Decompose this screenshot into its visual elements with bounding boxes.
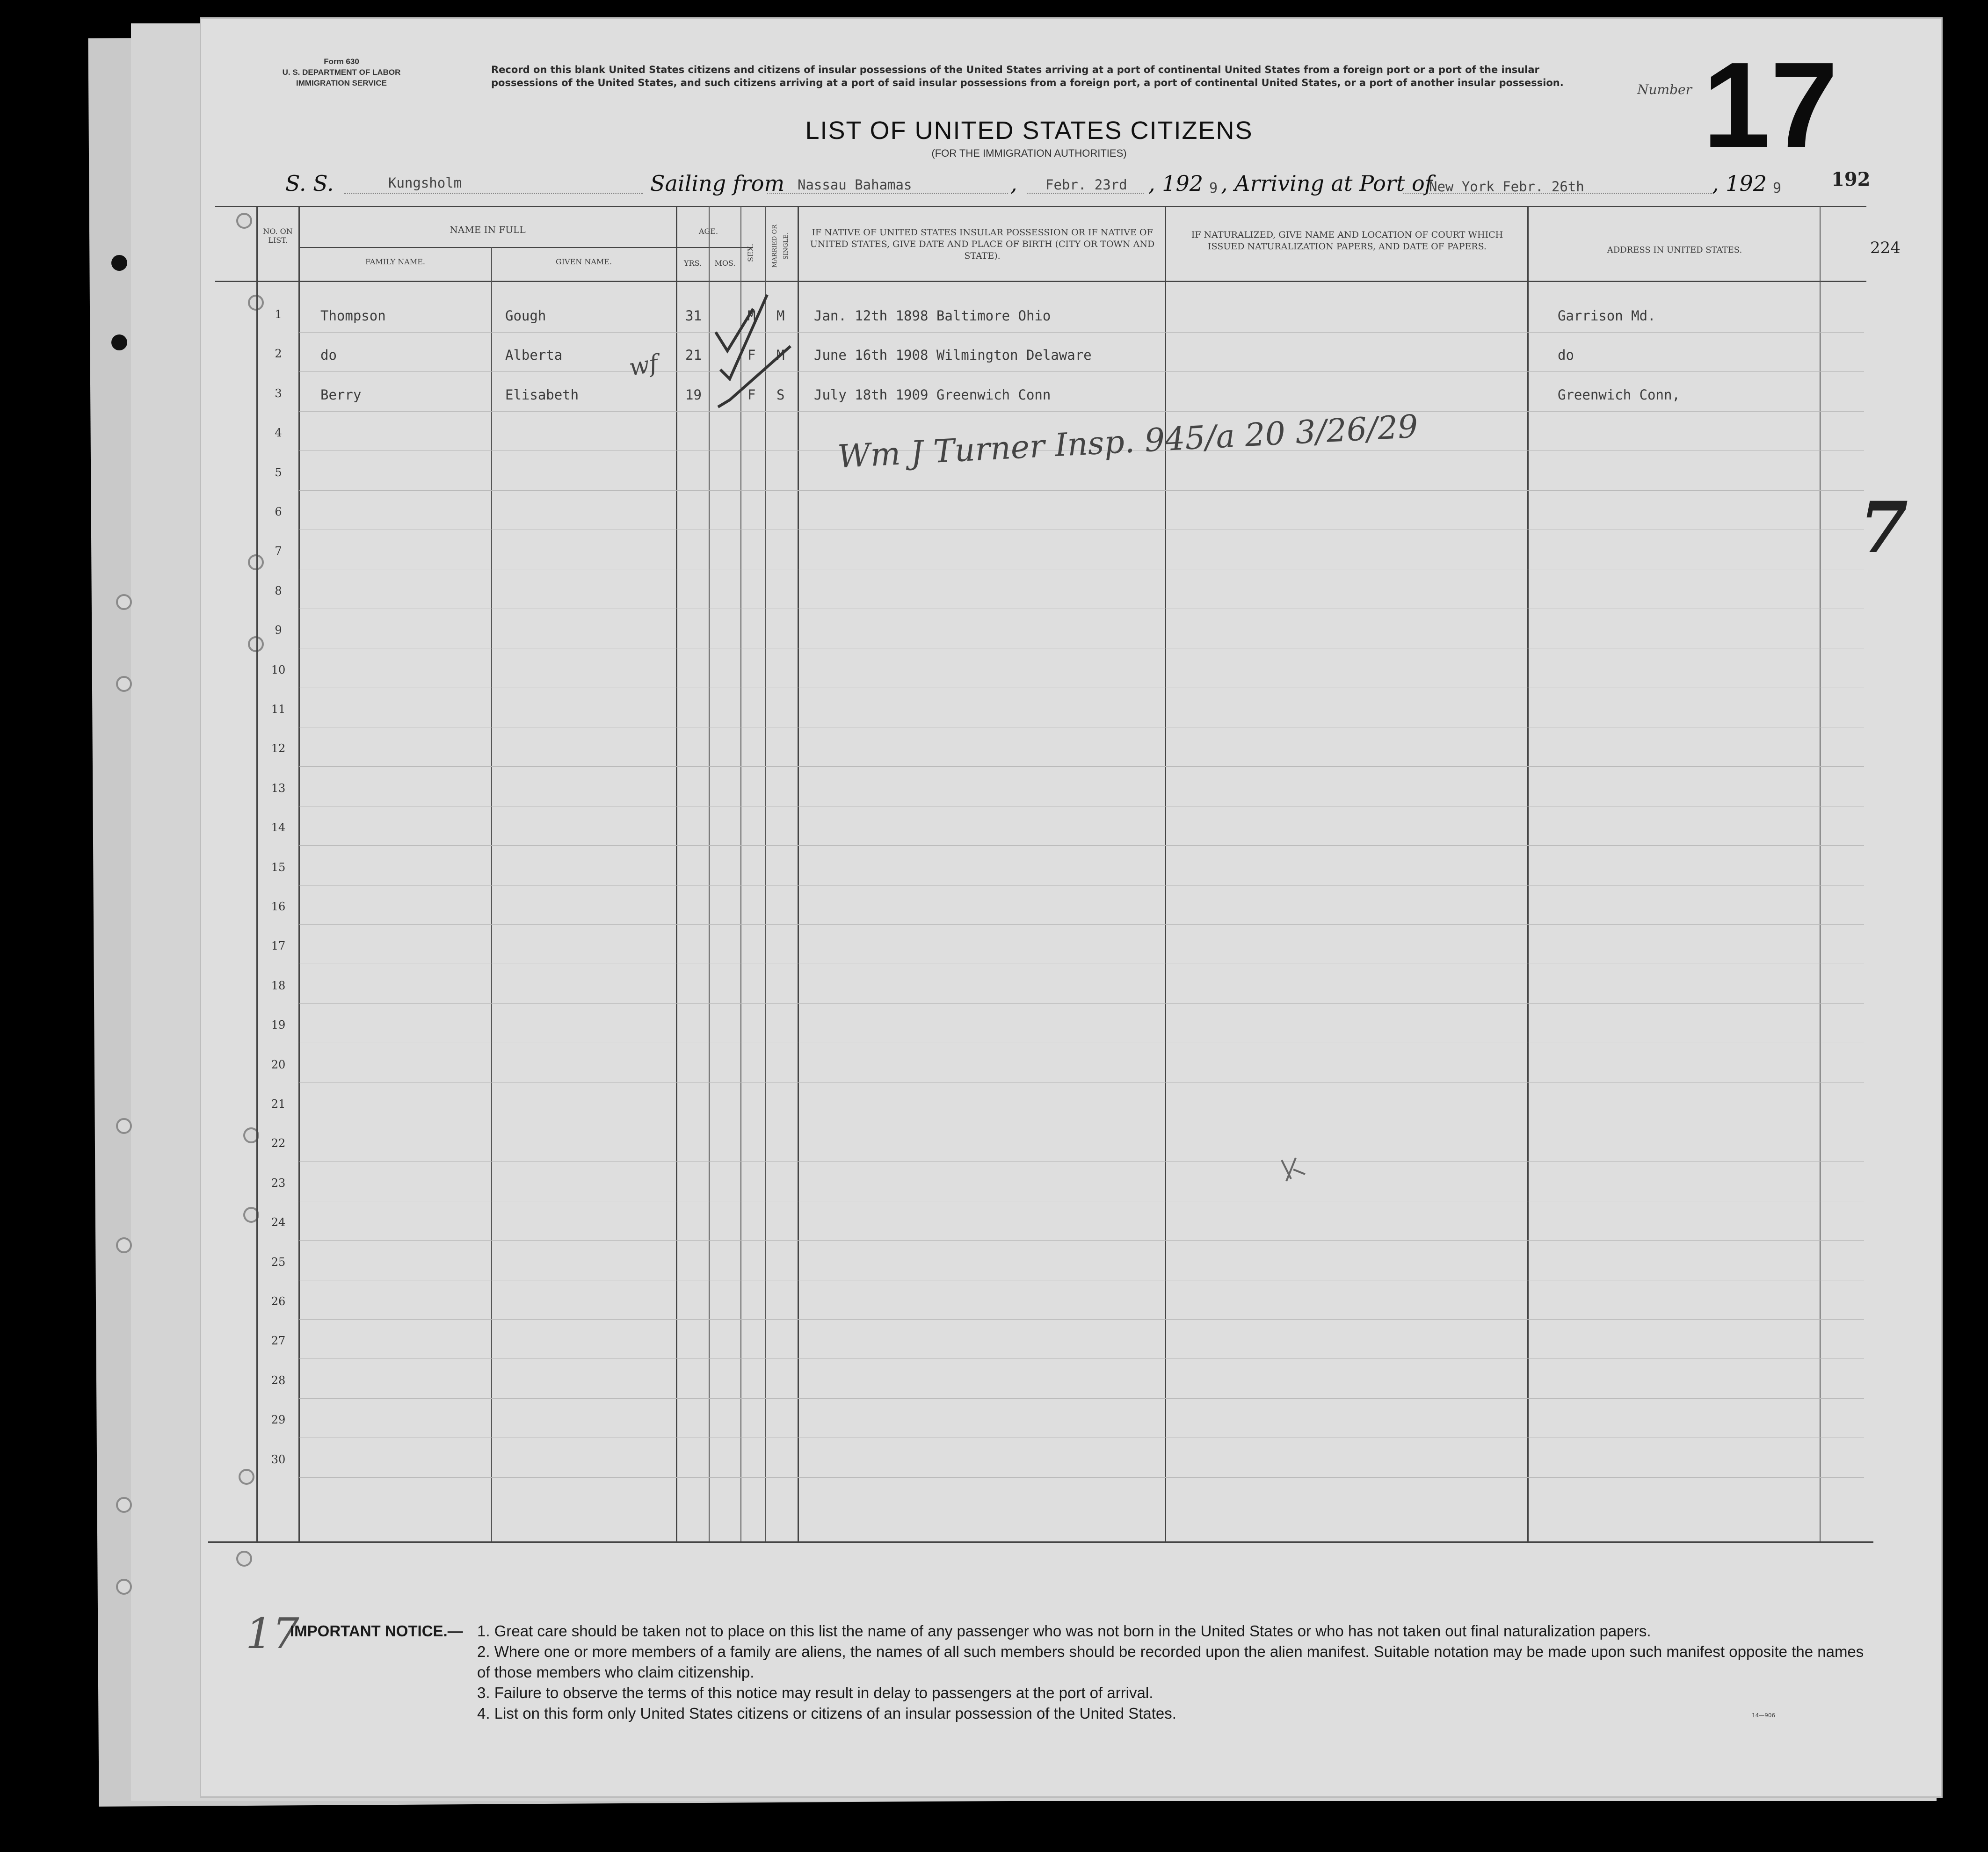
family-name-cell: Thompson xyxy=(320,308,386,324)
row-rule xyxy=(299,1240,1864,1241)
sailing-from-port: Nassau Bahamas xyxy=(798,177,912,193)
punch-hole xyxy=(248,636,264,652)
given-name-cell: Elisabeth xyxy=(505,386,579,403)
notice-item: 4. List on this form only United States citizens or citizens of an insular possession of the United States. xyxy=(477,1705,1176,1722)
row-number: 29 xyxy=(271,1413,286,1427)
punch-hole xyxy=(116,1579,132,1595)
marital-status-cell: M xyxy=(776,308,785,324)
ship-fill-line xyxy=(344,193,643,194)
year-prefix: 192 xyxy=(1162,171,1204,196)
given-name-cell: Alberta xyxy=(505,347,563,363)
row-number: 18 xyxy=(271,979,286,992)
punch-hole xyxy=(236,213,252,229)
marital-status-cell: S xyxy=(776,386,785,403)
punch-hole xyxy=(236,1551,252,1567)
row-number: 24 xyxy=(271,1216,286,1229)
notice-item: 3. Failure to observe the terms of this notice may result in delay to passengers at the port of arrival. xyxy=(477,1684,1154,1701)
punch-hole xyxy=(111,255,127,271)
sailing-date-fill-line xyxy=(1027,193,1144,194)
margin-handwritten-mark: 7 xyxy=(1859,487,1908,569)
sex-cell: M xyxy=(747,308,756,324)
given-name-cell: Gough xyxy=(505,308,546,324)
punch-hole xyxy=(111,334,127,350)
sailing-from-fill-line xyxy=(767,193,1008,194)
column-divider xyxy=(676,206,677,1541)
ss-label: S. S. xyxy=(285,171,334,196)
page-title: LIST OF UNITED STATES CITIZENS xyxy=(805,116,1253,145)
birth-info-cell: June 16th 1908 Wilmington Delaware xyxy=(814,347,1092,363)
column-header-name: NAME IN FULL xyxy=(450,224,526,235)
column-divider xyxy=(1165,206,1166,1541)
column-divider xyxy=(1527,206,1529,1541)
row-number: 21 xyxy=(271,1097,286,1111)
row-number: 23 xyxy=(271,1176,286,1190)
row-number: 2 xyxy=(275,347,282,361)
manifest-sheet xyxy=(201,19,1941,1796)
column-header-address: ADDRESS IN UNITED STATES. xyxy=(1607,245,1742,255)
row-number: 7 xyxy=(275,545,282,558)
age-years-cell: 21 xyxy=(685,347,702,363)
arriving-label-text: Arriving at Port of xyxy=(1234,171,1433,196)
sex-cell: F xyxy=(747,347,756,363)
form-instructions: Record on this blank United States citizens and citizens of insular possessions of the United States arriving at a port of continental United States from a foreign port or a port of the insular possessions of the United States, and such citizens arriving at a port of said insular possessions from a foreign port, a port of continental United States, or a port of another insular possession. xyxy=(491,64,1564,88)
handwritten-initials: wf xyxy=(627,349,660,381)
column-header-mos: MOS. xyxy=(714,259,736,268)
check-marks xyxy=(702,281,809,416)
list-number: 17 xyxy=(1703,37,1838,173)
row-number: 19 xyxy=(271,1018,286,1032)
row-number: 22 xyxy=(271,1137,286,1150)
margin-number-right: 224 xyxy=(1870,239,1901,257)
row-rule xyxy=(299,1003,1864,1004)
punch-hole xyxy=(116,594,132,610)
birth-info-cell: Jan. 12th 1898 Baltimore Ohio xyxy=(814,308,1051,324)
row-number: 12 xyxy=(271,742,286,755)
row-rule xyxy=(299,1082,1864,1083)
check-mark xyxy=(716,308,756,351)
header-sub-rule xyxy=(299,247,753,248)
family-name-cell: Berry xyxy=(320,386,362,403)
row-number: 16 xyxy=(271,900,286,913)
page-subtitle: (FOR THE IMMIGRATION AUTHORITIES) xyxy=(931,147,1127,159)
birth-info-cell: July 18th 1909 Greenwich Conn xyxy=(814,386,1051,403)
table-bottom-rule xyxy=(208,1541,1873,1543)
row-number: 26 xyxy=(271,1295,286,1308)
row-number: 5 xyxy=(275,465,282,479)
notice-list xyxy=(477,1621,1880,1724)
row-rule xyxy=(299,766,1864,767)
inspector-annotation: Wm J Turner Insp. 945/a 20 3/26/29 xyxy=(836,408,1419,476)
form-number: Form 630 xyxy=(324,57,359,66)
row-number: 4 xyxy=(275,426,282,440)
family-name-cell: do xyxy=(320,347,337,363)
column-header-native: IF NATIVE OF UNITED STATES INSULAR POSSESSION OR IF NATIVE OF UNITED STATES, GIVE DATE AND PLACE OF BIRTH (CITY OR TOWN AND STATE). xyxy=(810,227,1155,261)
row-number: 8 xyxy=(275,584,282,597)
row-number: 25 xyxy=(271,1255,286,1269)
form-identifier xyxy=(248,56,435,88)
row-rule xyxy=(299,885,1864,886)
column-header-naturalized: IF NATURALIZED, GIVE NAME AND LOCATION OF COURT WHICH ISSUED NATURALIZATION PAPERS, AND DATE OF PAPERS. xyxy=(1191,230,1503,252)
column-divider xyxy=(491,247,492,1541)
table-top-rule xyxy=(215,206,1866,207)
number-label: Number xyxy=(1637,82,1692,97)
punch-hole xyxy=(116,1118,132,1134)
address-cell: Garrison Md. xyxy=(1558,308,1656,324)
arriving-label: , Arriving at Port of xyxy=(1221,171,1433,196)
row-number: 10 xyxy=(271,663,286,676)
punch-hole xyxy=(239,1469,254,1485)
age-years-cell: 19 xyxy=(685,386,702,403)
row-number: 13 xyxy=(271,781,286,795)
notice-item: 1. Great care should be taken not to place on this list the name of any passenger who was not born in the United States or who has not taken out final naturalization papers. xyxy=(477,1622,1651,1640)
row-rule xyxy=(299,924,1864,925)
row-rule xyxy=(299,371,1864,372)
sailing-year-prefix: , 192 xyxy=(1148,171,1204,196)
row-rule xyxy=(299,845,1864,846)
row-number: 3 xyxy=(275,386,282,400)
column-divider xyxy=(1820,206,1821,1541)
service-name: IMMIGRATION SERVICE xyxy=(296,79,387,87)
year-prefix: 192 xyxy=(1726,171,1767,196)
row-rule xyxy=(299,1319,1864,1320)
column-header-married: MARRIED OR SINGLE. xyxy=(771,225,790,268)
row-number: 9 xyxy=(275,624,282,637)
row-number: 17 xyxy=(271,939,286,953)
ship-name: Kungsholm xyxy=(388,175,462,191)
row-rule xyxy=(299,1477,1864,1478)
row-number: 14 xyxy=(271,821,286,835)
check-mark xyxy=(720,295,767,379)
address-cell: Greenwich Conn, xyxy=(1558,386,1680,403)
punch-hole xyxy=(116,1237,132,1253)
footer-code: 14—906 xyxy=(1752,1712,1776,1719)
punch-hole xyxy=(116,676,132,692)
sailing-year-digit: 9 xyxy=(1209,180,1218,196)
row-number: 11 xyxy=(271,703,286,716)
stray-pencil-mark xyxy=(1277,1155,1310,1184)
marital-status-cell: M xyxy=(776,347,785,363)
department-name: U. S. DEPARTMENT OF LABOR xyxy=(282,68,401,77)
column-header-yrs: YRS. xyxy=(683,259,702,268)
sailing-date: Febr. 23rd xyxy=(1045,177,1127,193)
row-number: 28 xyxy=(271,1373,286,1387)
row-rule xyxy=(299,411,1864,412)
row-number: 27 xyxy=(271,1334,286,1348)
notice-heading: IMPORTANT NOTICE.— xyxy=(290,1622,463,1640)
row-number: 1 xyxy=(275,308,282,321)
row-rule xyxy=(299,1358,1864,1359)
row-rule xyxy=(299,490,1864,491)
address-cell: do xyxy=(1558,347,1574,363)
row-rule xyxy=(299,1398,1864,1399)
margin-handwritten-number: 17 xyxy=(246,1609,299,1658)
arriving-port: New York Febr. 26th xyxy=(1429,179,1584,195)
row-number: 30 xyxy=(271,1453,286,1466)
row-rule xyxy=(299,1161,1864,1162)
header-bottom-rule xyxy=(215,281,1866,282)
column-header-family: FAMILY NAME. xyxy=(365,257,425,266)
row-number: 20 xyxy=(271,1058,286,1071)
sex-cell: F xyxy=(747,386,756,403)
punch-hole xyxy=(116,1497,132,1513)
row-number: 15 xyxy=(271,860,286,874)
column-header-no: NO. ON LIST. xyxy=(263,227,293,245)
row-number: 6 xyxy=(275,505,282,518)
column-header-sex: SEX. xyxy=(746,243,755,262)
notice-item: 2. Where one or more members of a family are aliens, the names of all such members should be recorded upon the alien manifest. Suitable notation may be made upon such manifest opposite the names of those members who claim citizenship. xyxy=(477,1643,1864,1681)
arriving-year-prefix: , 192 xyxy=(1712,171,1767,196)
age-years-cell: 31 xyxy=(685,308,702,324)
column-header-given: GIVEN NAME. xyxy=(555,257,612,266)
column-header-age: AGE. xyxy=(698,227,718,236)
sailing-from-label: Sailing from xyxy=(650,171,785,196)
arriving-year-digit: 9 xyxy=(1773,180,1782,196)
margin-number-top: 192 xyxy=(1831,168,1871,190)
row-rule xyxy=(299,332,1864,333)
